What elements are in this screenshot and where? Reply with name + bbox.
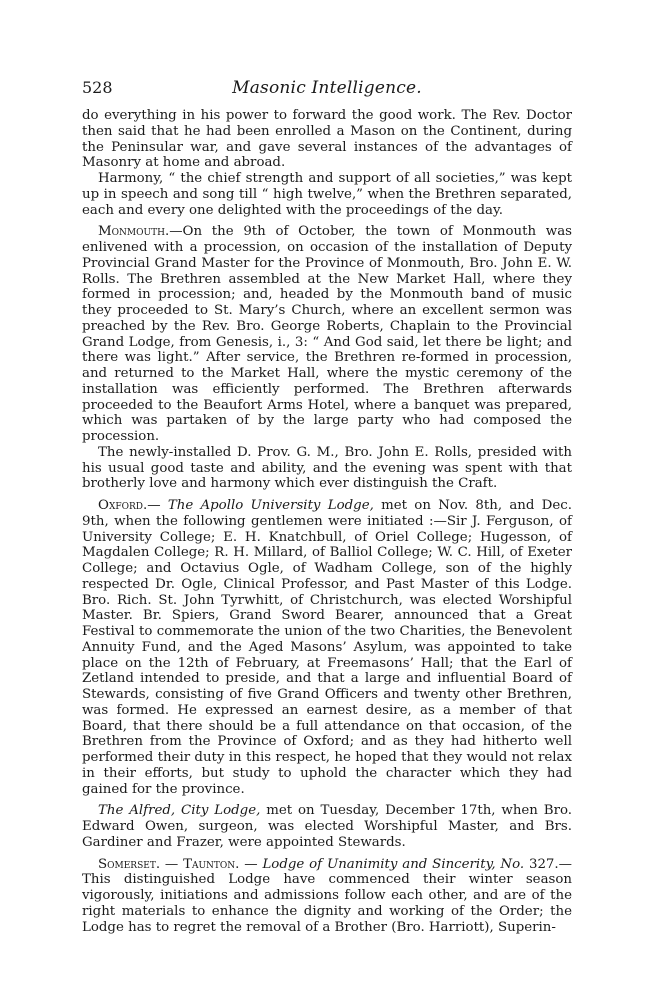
paragraph-oxford — [82, 498, 572, 797]
lodge-name: — The Apollo University Lodge, — [147, 498, 374, 513]
paragraph-text: do everything in his power to forward the good work. The Rev. Doctor then said that he had been enrolled a Mason on the Continent, during the Peninsular war, and gave several instances of the advantages of Masonry at home and abroad. — [82, 108, 572, 171]
section-heading: Monmouth. — [98, 224, 170, 240]
paragraph-text: —On the 9th of October, the town of Monmouth was enlivened with a procession, on occasion of the installation of Deputy Provincial Grand Master for the Province of Monmouth, Bro. John E. W. Rolls. The Brethren assembled at the New Market Hall, where they formed in procession; and, headed by the Monmouth band of music they proceeded to St. Mary’s Church, where an excellent sermon was preached by the Rev. Bro. George Roberts, Chaplain to the Provincial Grand Lodge, from Genesis, i., 3: “ And God said, let there be light; and there was light.” After service, the Brethren re-formed in procession, and returned to the Market Hall, where the mystic ceremony of the installation was efficiently performed. The Brethren afterwards proceeded to the Beaufort Arms Hotel, where a banquet was prepared, which was partaken of by the large party who had composed the procession. — [82, 224, 572, 444]
section-heading: Oxford. — [98, 498, 148, 513]
paragraph-monmouth — [82, 224, 572, 445]
paragraph-continued — [82, 108, 572, 171]
paragraph-text: met on Nov. 8th, and Dec. 9th, when the following gentlemen were initiated :—Sir J. Ferguson, of University College; E. H. Knatchbull, of Oriel College; Hugesson, of Magdalen College; R. H. Millard, of Balliol College; W. C. Hill, of Exeter College; and Octavius Ogle, of Wadham College, son of the highly respected Dr. Ogle, Clinical Professor, and Past Master of this Lodge. Bro. Rich. St. John Tyrwhitt, of Christchurch, was elected Worshipful Master. Br. Spiers, Grand Sword Bearer, announced that a Great Festival to commemorate the union of the two Charities, the Benevolent Annuity Fund, and the Aged Masons’ Asylum, was appointed to take place on the 12th of February, at Freemasons’ Hall; that the Earl of Zetland intended to preside, and that a large and influential Board of Stewards, consisting of five Grand Officers and twenty other Brethren, was formed. He expressed an earnest desire, as a member of that Board, that there should be a full attendance on that occasion, of the Brethren from the Province of Oxford; and as they had hitherto well performed their duty in this respect, he hoped that they would not relax in their efforts, but study to uphold the character which they had gained for the province. — [82, 498, 572, 797]
lodge-name: — Lodge of Unanimity and Sincerity, No. — [239, 856, 525, 872]
paragraph-harmony — [82, 171, 572, 218]
paragraph-text: The newly-installed D. Prov. G. M., Bro. John E. Rolls, presided with his usual good taste and ability, and the evening was spent with that brotherly love and harmony which ever distinguish the Craft. — [82, 444, 572, 492]
paragraph-alfred — [82, 803, 572, 850]
paragraph-somerset — [82, 857, 572, 936]
lodge-name: The Alfred, City Lodge, — [98, 803, 261, 819]
paragraph-text: met on Tuesday, December 17th, when Bro. Edward Owen, surgeon, was elected Worshipful Master, and Brs. Gardiner and Frazer, were appointed Stewards. — [82, 803, 572, 850]
page-header — [82, 78, 572, 102]
page-number: 528 — [82, 78, 113, 97]
article-body — [82, 108, 572, 935]
paragraph-text: Harmony, “ the chief strength and support of all societies,” was kept up in speech and song till “ high twelve,” when the Brethren separated, each and every one delighted with the proceedings of the day. — [82, 171, 572, 218]
paragraph-text: 327.—This distinguished Lodge have commenced their winter season vigorously, initiations and admissions follow each other, and are of the right materials to enhance the dignity and working of the Order; the Lodge has to regret the removal of a Brother (Bro. Harriott), Superin- — [82, 856, 573, 935]
running-title: Masonic Intelligence. — [232, 78, 422, 98]
paragraph-installed — [82, 445, 572, 492]
section-heading: Somerset. — Taunton. — [98, 856, 240, 872]
